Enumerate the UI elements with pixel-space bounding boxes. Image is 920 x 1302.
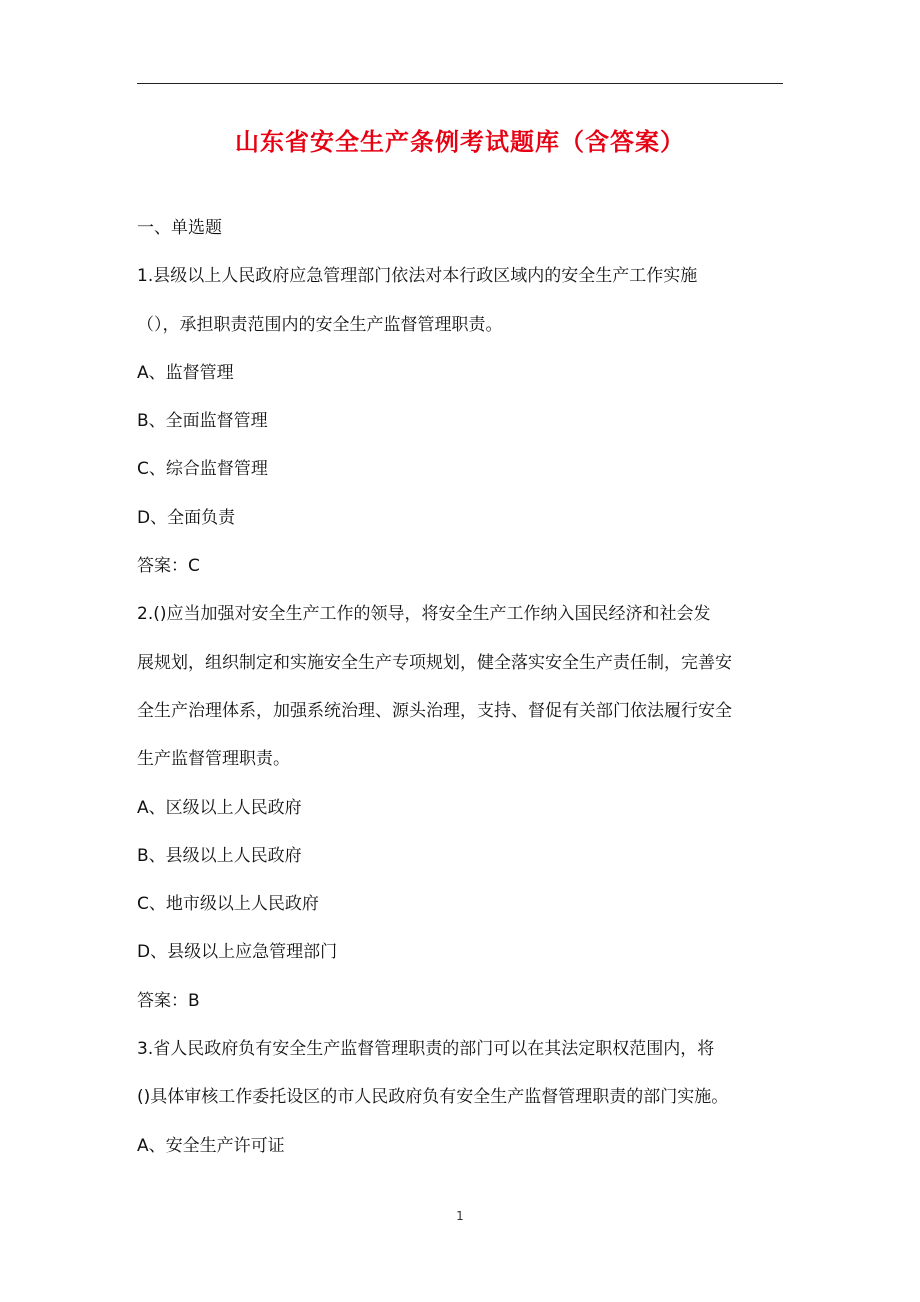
question-stem-line: （），承担职责范围内的安全生产监督管理职责。 — [137, 314, 503, 335]
header-rule — [137, 83, 783, 84]
answer: 答案：C — [137, 556, 200, 577]
question-stem-line: 展规划，组织制定和实施安全生产专项规划，健全落实安全生产责任制，完善安 — [137, 652, 732, 673]
question-stem-line: 生产监督管理职责。 — [137, 749, 290, 770]
answer: 答案：B — [137, 990, 200, 1011]
option-c: C、地市级以上人民政府 — [137, 894, 319, 915]
question-3 — [137, 1025, 797, 1170]
question-stem-line: 全生产治理体系，加强系统治理、源头治理，支持、督促有关部门依法履行安全 — [137, 700, 732, 721]
section-heading: 一、单选题 — [137, 218, 222, 238]
option-a: A、区级以上人民政府 — [137, 797, 302, 818]
page-number: 1 — [456, 1209, 464, 1223]
option-c: C、综合监督管理 — [137, 459, 268, 480]
question-stem-line: 3.省人民政府负有安全生产监督管理职责的部门可以在其法定职权范围内，将 — [137, 1039, 715, 1060]
option-d: D、全面负责 — [137, 507, 236, 528]
question-2 — [137, 590, 797, 1025]
option-a: A、监督管理 — [137, 362, 234, 383]
document-body — [137, 204, 797, 1170]
question-1 — [137, 252, 797, 590]
option-a: A、安全生产许可证 — [137, 1135, 285, 1156]
option-d: D、县级以上应急管理部门 — [137, 942, 338, 963]
option-b: B、县级以上人民政府 — [137, 845, 302, 866]
document-title: 山东省安全生产条例考试题库（含答案） — [235, 128, 685, 156]
question-stem-line: 2.()应当加强对安全生产工作的领导，将安全生产工作纳入国民经济和社会发 — [137, 604, 711, 625]
option-b: B、全面监督管理 — [137, 411, 268, 432]
question-stem-line: 1.县级以上人民政府应急管理部门依法对本行政区域内的安全生产工作实施 — [137, 266, 698, 287]
question-stem-line: ()具体审核工作委托设区的市人民政府负有安全生产监督管理职责的部门实施。 — [137, 1087, 729, 1108]
